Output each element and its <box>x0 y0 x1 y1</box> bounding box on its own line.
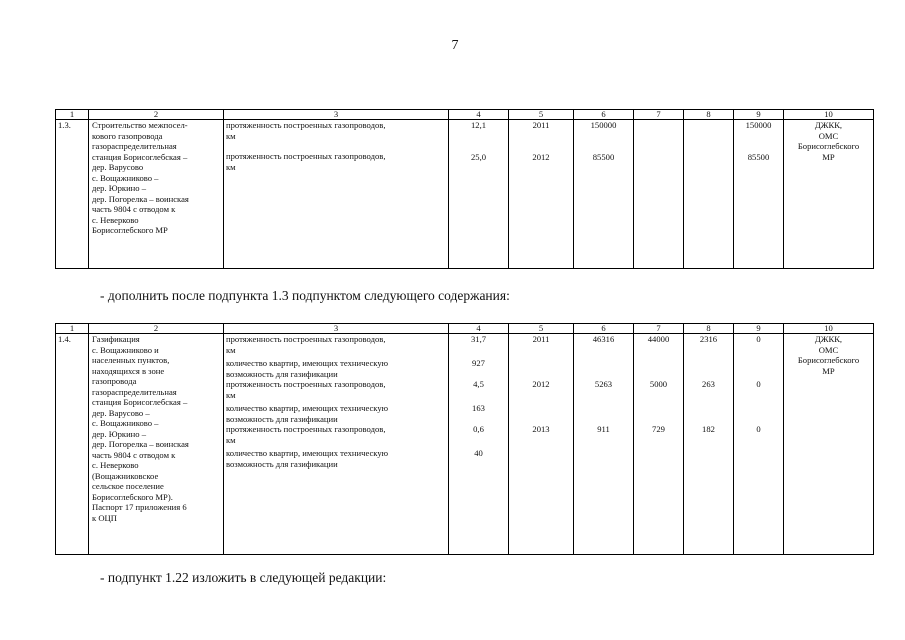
header-row <box>56 324 874 334</box>
header-cell: 8 <box>684 324 734 334</box>
indicator-cell: протяженность построенных газопроводов, км количество квартир, имеющих техническую возможность для газификации протяженность построенных газопроводов, км количество квартир, имеющих техническую возможность для газификации протяженность построенных газопроводов, км количество квартир, имеющих техническую возможность для газификации <box>224 334 449 555</box>
instruction-text: - подпункт 1.22 изложить в следующей редакции: <box>100 570 387 585</box>
funding-col7-cell <box>634 120 684 269</box>
header-cell: 5 <box>509 110 574 120</box>
instruction-text: - дополнить после подпункта 1.3 подпунктом следующего содержания: <box>100 288 510 303</box>
item-number: 1.3. <box>56 120 89 269</box>
header-cell: 3 <box>224 110 449 120</box>
page-number: 7 <box>451 38 459 53</box>
header-cell: 9 <box>734 324 784 334</box>
header-cell: 8 <box>684 110 734 120</box>
funding-col8-cell: 2316 263 182 <box>684 334 734 555</box>
funding-col8-cell <box>684 120 734 269</box>
funding-col9-cell: 0 0 0 <box>734 334 784 555</box>
header-cell: 6 <box>574 110 634 120</box>
executor-cell: ДЖКК, ОМС Борисоглебского МР <box>784 334 874 555</box>
header-cell: 5 <box>509 324 574 334</box>
value-cell: 12,1 25,0 <box>449 120 509 269</box>
header-cell: 3 <box>224 324 449 334</box>
header-cell: 4 <box>449 324 509 334</box>
indicator-cell: протяженность построенных газопроводов, км протяженность построенных газопроводов, км <box>224 120 449 269</box>
executor-cell: ДЖКК, ОМС Борисоглебского МР <box>784 120 874 269</box>
header-cell: 2 <box>89 324 224 334</box>
header-cell: 9 <box>734 110 784 120</box>
program-table-2 <box>55 323 874 555</box>
header-cell: 7 <box>634 110 684 120</box>
header-cell: 10 <box>784 324 874 334</box>
item-number: 1.4. <box>56 334 89 555</box>
funding-col7-cell: 44000 5000 729 <box>634 334 684 555</box>
header-cell: 10 <box>784 110 874 120</box>
header-cell: 7 <box>634 324 684 334</box>
item-name: Газификация с. Вощажниково и населенных пунктов, находящихся в зоне газопровода газораспределительная станция Борисоглебская – дер. Варусово – с. Вощажниково – дер. Юркино – дер. Погорелка – воинская часть 9804 с отводом к с. Неверково (Вощажниковское сельское поселение Борисоглебского МР). Паспорт 17 приложения 6 к ОЦП <box>89 334 224 555</box>
value-cell: 31,7 927 4,5 163 0,6 40 <box>449 334 509 555</box>
year-cell: 2011 2012 <box>509 120 574 269</box>
header-cell: 1 <box>56 110 89 120</box>
header-cell: 2 <box>89 110 224 120</box>
funding-total-cell: 150000 85500 <box>574 120 634 269</box>
header-cell: 1 <box>56 324 89 334</box>
table-row <box>56 120 874 269</box>
funding-col9-cell: 150000 85500 <box>734 120 784 269</box>
funding-total-cell: 46316 5263 911 <box>574 334 634 555</box>
header-cell: 4 <box>449 110 509 120</box>
header-cell: 6 <box>574 324 634 334</box>
program-table-1 <box>55 109 874 269</box>
header-row <box>56 110 874 120</box>
item-name: Строительство межпосел- кового газопровода газораспределительная станция Борисоглебская – дер. Варусово с. Вощажниково – дер. Юркино – дер. Погорелка – воинская часть 9804 с отводом к с. Неверково Борисоглебского МР <box>89 120 224 269</box>
year-cell: 2011 2012 2013 <box>509 334 574 555</box>
table-row <box>56 334 874 555</box>
